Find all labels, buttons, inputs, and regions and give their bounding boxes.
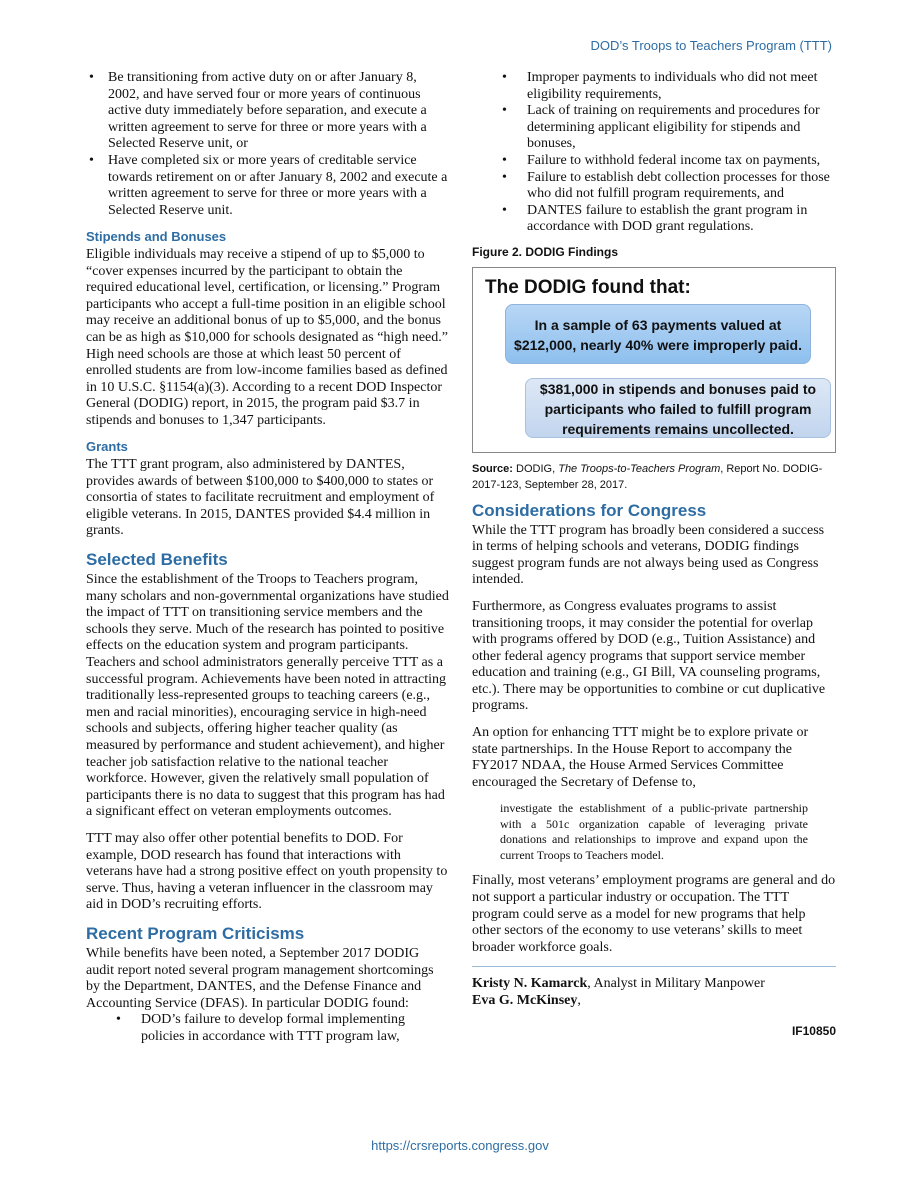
criticisms-heading: Recent Program Criticisms xyxy=(86,923,305,943)
author-name: Kristy N. Kamarck xyxy=(472,976,588,992)
considerations-paragraph-3: An option for enhancing TTT might be to explore private or state partnerships. In the House Report to accompany the FY2017 NDAA, the House Armed Services Committee encouraged the Secretary of Defense to, xyxy=(472,725,809,790)
considerations-heading: Considerations for Congress xyxy=(472,500,707,520)
considerations-paragraph-4: Finally, most veterans’ employment programs are general and do not support a particular industry or occupation. The TTT program could serve as a model for new programs that help other sectors of the economy to use veterans’ skills to meet broader workforce goals. xyxy=(472,873,836,955)
right-column xyxy=(472,70,836,1040)
source-org: DODIG, xyxy=(516,462,556,475)
considerations-paragraph-2: Furthermore, as Congress evaluates programs to assist transitioning troops, it may consider the potential for overlap with programs offered by DOD (e.g., Tuition Assistance) and other federal agency programs that support service member education and training (e.g., GI Bill, VA counseling programs, etc.). There may be opportunities to combine or cut duplicative programs. xyxy=(472,598,826,714)
divider xyxy=(472,966,836,967)
finding-box-uncollected: $381,000 in stipends and bonuses paid to participants who failed to fulfill program requirements remains uncollected. xyxy=(525,378,831,438)
running-header: DOD’s Troops to Teachers Program (TTT) xyxy=(590,38,832,53)
footer-url[interactable]: https://crsreports.congress.gov xyxy=(371,1138,549,1153)
findings-list xyxy=(472,70,836,236)
considerations-paragraph-1: While the TTT program has broadly been considered a success in terms of helping schools and veterans, DODIG findings suggest program funds are not always being used as Congress intended. xyxy=(472,522,825,588)
report-code: IF10850 xyxy=(791,1024,836,1039)
list-item: • Improper payments to individuals who did not meet eligibility requirements, xyxy=(472,70,836,103)
list-item: • DANTES failure to establish the grant program in accordance with DOD grant regulations. xyxy=(472,203,836,236)
benefits-paragraph-2: TTT may also offer other potential benefits to DOD. For example, DOD research has found that interactions with veterans have had a strong positive effect on youth propensity to serve. Thus, having a veteran influencer in the classroom may aid in DOD’s recruiting efforts. xyxy=(86,830,448,913)
source-label: Source: xyxy=(472,462,513,475)
figure-heading: The DODIG found that: xyxy=(485,276,691,298)
stipends-paragraph: Eligible individuals may receive a stipend of up to $5,000 to “cover expenses incurred by the participant to obtain the required educational level, certification, or licensing.” Program participants who accept a full-time position in an eligible school may receive an additional bonus of up to $5,000, and the bonus can be as high as $10,000 for schools designated as “high need.” High need schools are those at which least 50 percent of enrolled students are from low-income families based as defined in 10 U.S.C. §1154(a)(3). According to a recent DOD Inspector General (DODIG) report, in 2015, the program paid $3.7 in stipends and bonuses to 1,347 participants. xyxy=(86,246,448,428)
list-item: • Lack of training on requirements and procedures for determining applicant eligibility for stipends and bonuses, xyxy=(472,103,836,153)
author-line-1 xyxy=(472,975,836,992)
left-column xyxy=(86,70,450,1045)
list-item: • Failure to withhold federal income tax on payments, xyxy=(472,153,836,170)
dodig-findings-figure xyxy=(472,267,836,453)
criticisms-list xyxy=(86,1012,450,1045)
grants-heading: Grants xyxy=(86,439,128,455)
list-item: • Have completed six or more years of creditable service towards retirement on or after January 8, 2002 and execute a written agreement to serve for three or more years with a Selected Reserve unit. xyxy=(86,153,450,219)
block-quote: investigate the establishment of a public-private partnership with a 501c organization capable of leveraging private donations and relationships to improve and expand upon the current Troops to Teachers model. xyxy=(500,801,808,862)
figure-source xyxy=(472,461,836,493)
author-role: , xyxy=(577,993,581,1009)
benefits-heading: Selected Benefits xyxy=(86,550,228,570)
list-item: • Failure to establish debt collection processes for those who did not fulfill program requirements, and xyxy=(472,170,836,203)
source-details: , Report No. DODIG-2017-123, September 28, 2017. xyxy=(472,462,823,491)
author-line-2 xyxy=(472,992,836,1009)
author-role: , Analyst in Military Manpower xyxy=(587,976,765,992)
author-name: Eva G. McKinsey xyxy=(472,993,578,1009)
criticisms-paragraph: While benefits have been noted, a September 2017 DODIG audit report noted several program management shortcomings by the Department, DANTES, and the Defense Finance and Accounting Service (DFAS). In particular DODIG found: xyxy=(86,945,434,1011)
benefits-paragraph-1: Since the establishment of the Troops to Teachers program, many scholars and non-governmental organizations have studied the impact of TTT on transitioning service members and the schools they serve. Much of the research has pointed to positive effects on the education system and program participants. Teachers and school administrators generally perceive TTT as a successful program. Achievements have been noted in attracting traditionally less-represented groups to teaching careers (e.g., men and racial minorities), encouraging service in high-need schools and subjects, offering higher teacher quality (as measured by performance and student achievement), and higher teacher job satisfaction relative to the national teacher workforce. However, given the relatively small population of participants there is no data to suggest that this program has had a significant effect on veteran employments outcomes. xyxy=(86,572,449,820)
eligibility-list xyxy=(86,70,450,219)
grants-paragraph: The TTT grant program, also administered by DANTES, provides awards of between $100,000 to $400,000 to states or consortia of states to facilitate recruitment and employment of eligible veterans. In 2015, DANTES provided $4.4 million in grants. xyxy=(86,457,435,539)
source-title: The Troops-to-Teachers Program xyxy=(558,462,721,475)
list-item: • DOD’s failure to develop formal implementing policies in accordance with TTT program law, xyxy=(86,1012,450,1045)
finding-box-improper-payments: In a sample of 63 payments valued at $212,000, nearly 40% were improperly paid. xyxy=(505,304,811,364)
list-item: • Be transitioning from active duty on or after January 8, 2002, and have served four or more years of continuous active duty immediately before separation, and execute a written agreement to serve for three or more years with a Selected Reserve unit, or xyxy=(86,70,450,153)
figure-caption: Figure 2. DODIG Findings xyxy=(472,244,619,259)
stipends-heading: Stipends and Bonuses xyxy=(86,229,227,245)
